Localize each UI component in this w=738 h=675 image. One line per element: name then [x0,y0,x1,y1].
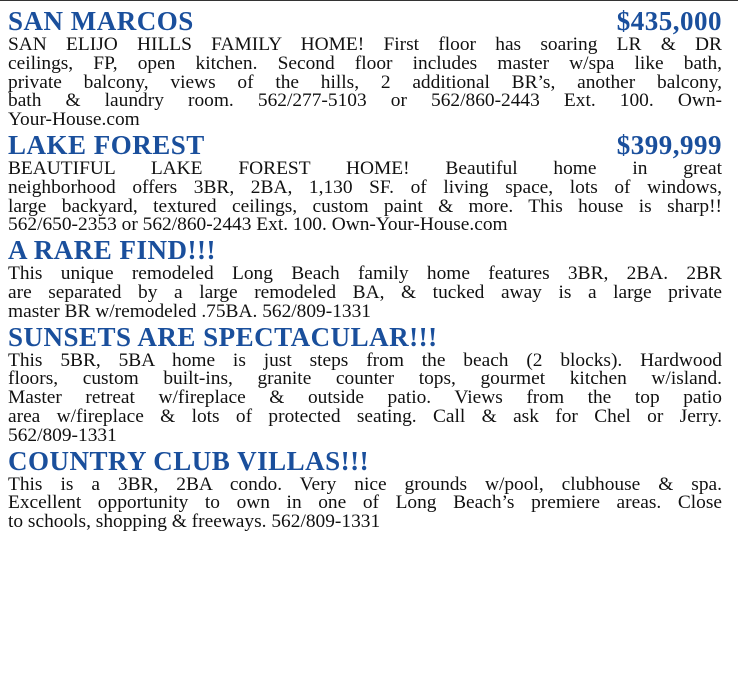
listing-title: COUNTRY CLUB VILLAS!!! [8,445,370,476]
listing-description [8,157,722,236]
description-line: ceilings, FP, open kitchen. Second floor includes master w/spa like bath, [8,52,722,74]
description-line: neighborhood offers 3BR, 2BA, 1,130 SF. of living space, lots of windows, [8,176,722,198]
listing-san-marcos [8,6,722,130]
listing-header [8,322,722,352]
listing-title: SUNSETS ARE SPECTACULAR!!! [8,321,438,352]
description-line: This is a 3BR, 2BA condo. Very nice grounds w/pool, clubhouse & spa. [8,473,722,495]
listing-sunsets-are-spectacular [8,322,722,446]
description-line: SAN ELIJO HILLS FAMILY HOME! First floor has soaring LR & DR [8,34,722,55]
listing-description [8,36,722,130]
listing-description [8,265,722,321]
listing-title: A RARE FIND!!! [8,235,216,266]
description-line: private balcony, views of the hills, 2 additional BR’s, another balcony, [8,71,722,93]
description-line: large backyard, textured ceilings, custom paint & more. This house is sharp!! [8,195,722,217]
description-line: This 5BR, 5BA home is just steps from the beach (2 blocks). Hardwood [8,349,722,371]
listing-title: SAN MARCOS [8,6,194,36]
description-line: Master retreat w/fireplace & outside patio. Views from the top patio [8,387,722,409]
description-line: master BR w/remodeled .75BA. 562/809-1331 [8,300,371,322]
description-line: area w/fireplace & lots of protected seating. Call & ask for Chel or Jerry. [8,405,722,427]
listing-title: LAKE FOREST [8,129,205,160]
listing-header [8,235,722,265]
listing-description [8,473,722,533]
description-line: to schools, shopping & freeways. 562/809-1331 [8,511,381,533]
description-line: This unique remodeled Long Beach family home features 3BR, 2BA. 2BR [8,263,722,285]
top-rule [0,0,738,1]
listing-description [8,349,722,446]
description-line: 562/809-1331 [8,424,117,446]
listing-price: $399,999 [616,129,722,160]
listing-lake-forest [8,130,722,235]
description-line: are separated by a large remodeled BA, & tucked away is a large private [8,281,722,303]
listing-country-club-villas [8,446,722,532]
listing-header [8,130,722,160]
description-line: floors, custom built-ins, granite counter tops, gourmet kitchen w/island. [8,368,722,390]
listing-header [8,6,722,36]
description-line: Your-House.com [8,109,140,131]
description-line: BEAUTIFUL LAKE FOREST HOME! Beautiful home in great [8,157,722,179]
description-line: bath & laundry room. 562/277-5103 or 562/860-2443 Ext. 100. Own- [8,90,722,112]
description-line: Excellent opportunity to own in one of Long Beach’s premiere areas. Close [8,492,722,514]
description-line: 562/650-2353 or 562/860-2443 Ext. 100. Own-Your-House.com [8,214,508,236]
listing-a-rare-find [8,235,722,321]
listing-header [8,446,722,476]
listings-column [8,6,722,532]
listing-price: $435,000 [616,6,722,36]
